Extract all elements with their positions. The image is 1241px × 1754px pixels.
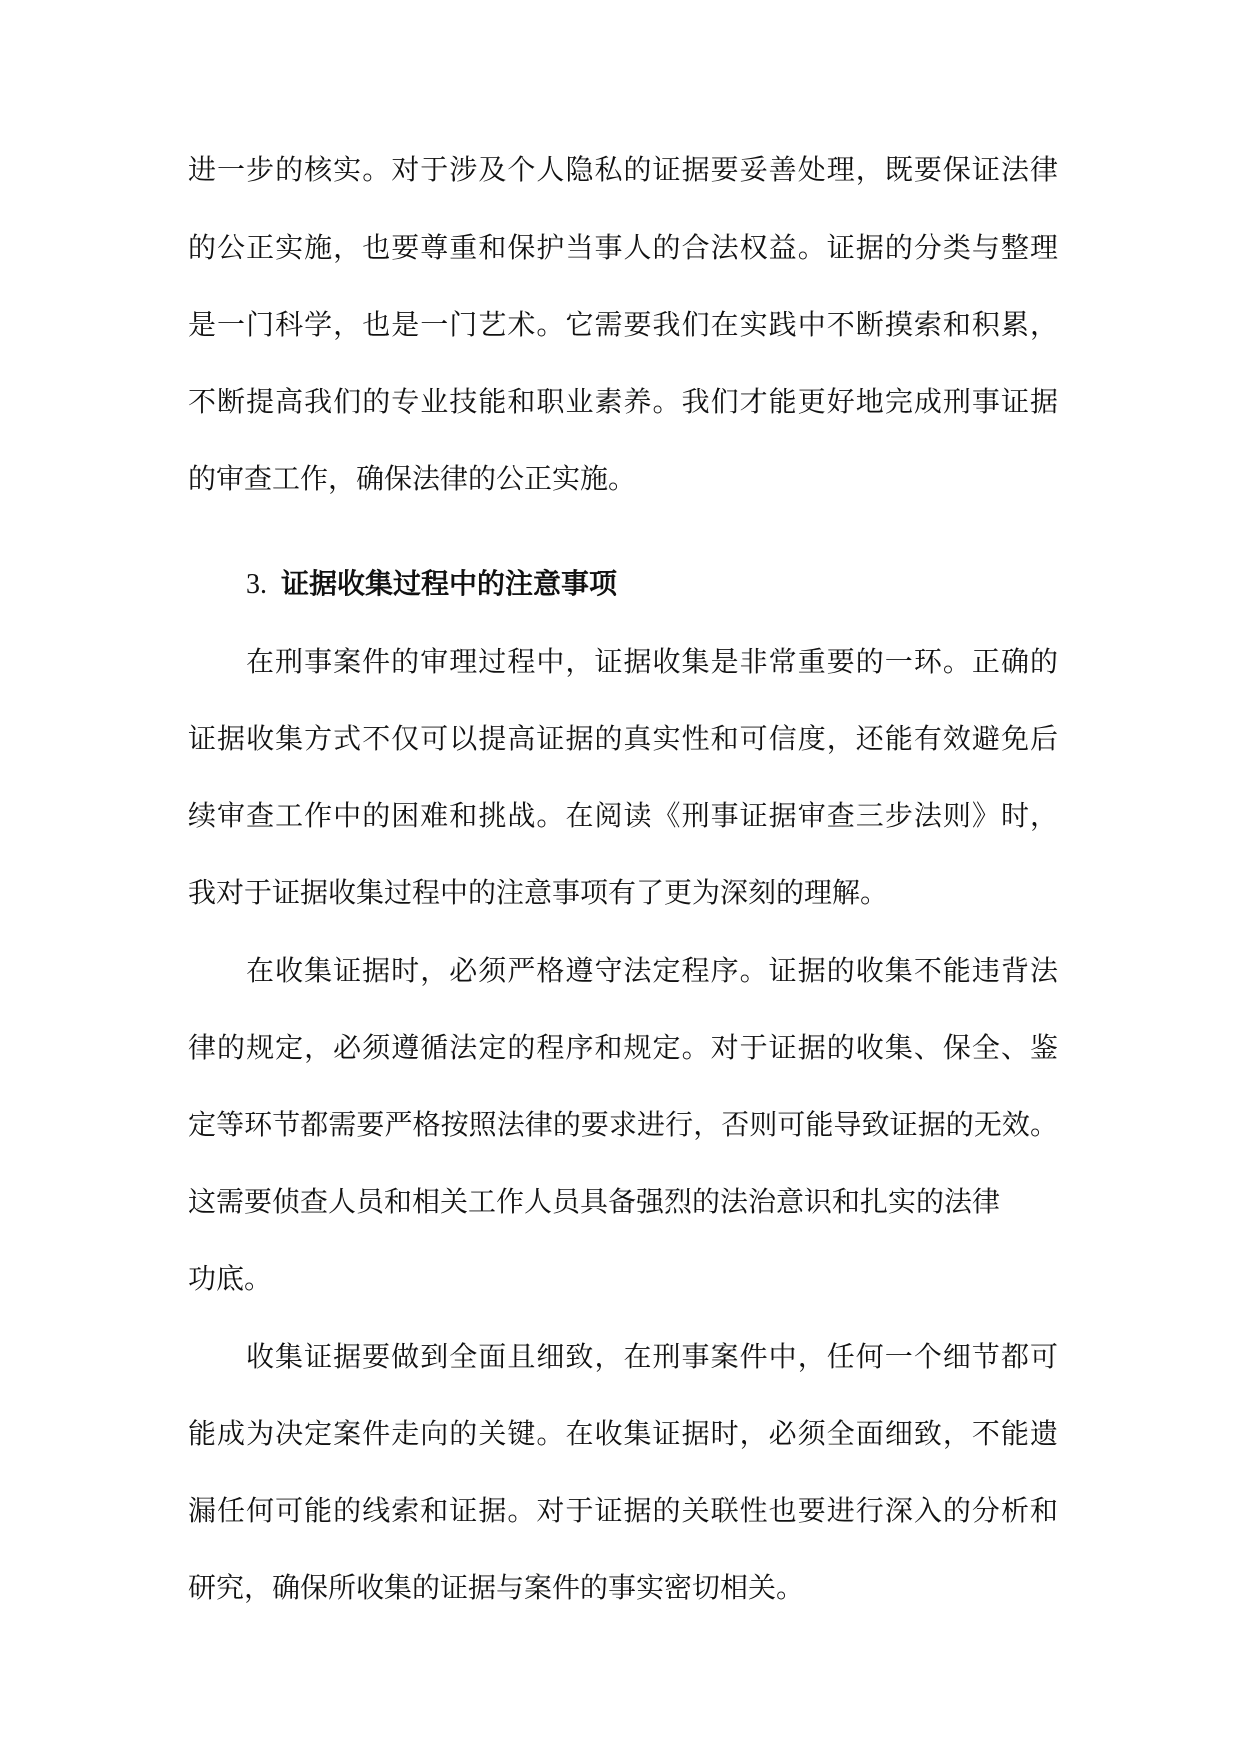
paragraph-3-line-3: 定等环节都需要严格按照法律的要求进行，否则可能导致证据的无效。 — [188, 1108, 1058, 1141]
paragraph-3-line-1: 在收集证据时，必须严格遵守法定程序。证据的收集不能违背法 — [246, 954, 1058, 987]
paragraph-3-line-2: 律的规定，必须遵循法定的程序和规定。对于证据的收集、保全、鉴 — [188, 1031, 1058, 1064]
paragraph-3-line-4: 这需要侦查人员和相关工作人员具备强烈的法治意识和扎实的法律 — [188, 1185, 1001, 1218]
paragraph-1-line-5: 的审查工作，确保法律的公正实施。 — [188, 462, 637, 495]
paragraph-1-line-2: 的公正实施，也要尊重和保护当事人的合法权益。证据的分类与整理 — [188, 231, 1058, 264]
paragraph-4-line-1: 收集证据要做到全面且细致，在刑事案件中，任何一个细节都可 — [246, 1340, 1058, 1373]
paragraph-4-line-3: 漏任何可能的线索和证据。对于证据的关联性也要进行深入的分析和 — [188, 1494, 1058, 1527]
paragraph-1-line-4: 不断提高我们的专业技能和职业素养。我们才能更好地完成刑事证据 — [188, 385, 1058, 418]
paragraph-3-line-5: 功底。 — [188, 1262, 273, 1295]
section-title: 证据收集过程中的注意事项 — [281, 567, 618, 600]
paragraph-1-line-1: 进一步的核实。对于涉及个人隐私的证据要妥善处理，既要保证法律 — [188, 153, 1058, 186]
paragraph-2-line-1: 在刑事案件的审理过程中，证据收集是非常重要的一环。正确的 — [246, 645, 1058, 678]
paragraph-1-line-3: 是一门科学，也是一门艺术。它需要我们在实践中不断摸索和积累， — [188, 308, 1058, 341]
paragraph-2-line-4: 我对于证据收集过程中的注意事项有了更为深刻的理解。 — [188, 876, 889, 909]
paragraph-4-line-4: 研究，确保所收集的证据与案件的事实密切相关。 — [188, 1571, 805, 1604]
paragraph-4-line-2: 能成为决定案件走向的关键。在收集证据时，必须全面细致，不能遗 — [188, 1417, 1058, 1450]
paragraph-2-line-2: 证据收集方式不仅可以提高证据的真实性和可信度，还能有效避免后 — [188, 722, 1058, 755]
section-heading — [246, 564, 617, 604]
paragraph-2-line-3: 续审查工作中的困难和挑战。在阅读《刑事证据审查三步法则》时， — [188, 799, 1058, 832]
section-number: 3. — [246, 569, 267, 600]
